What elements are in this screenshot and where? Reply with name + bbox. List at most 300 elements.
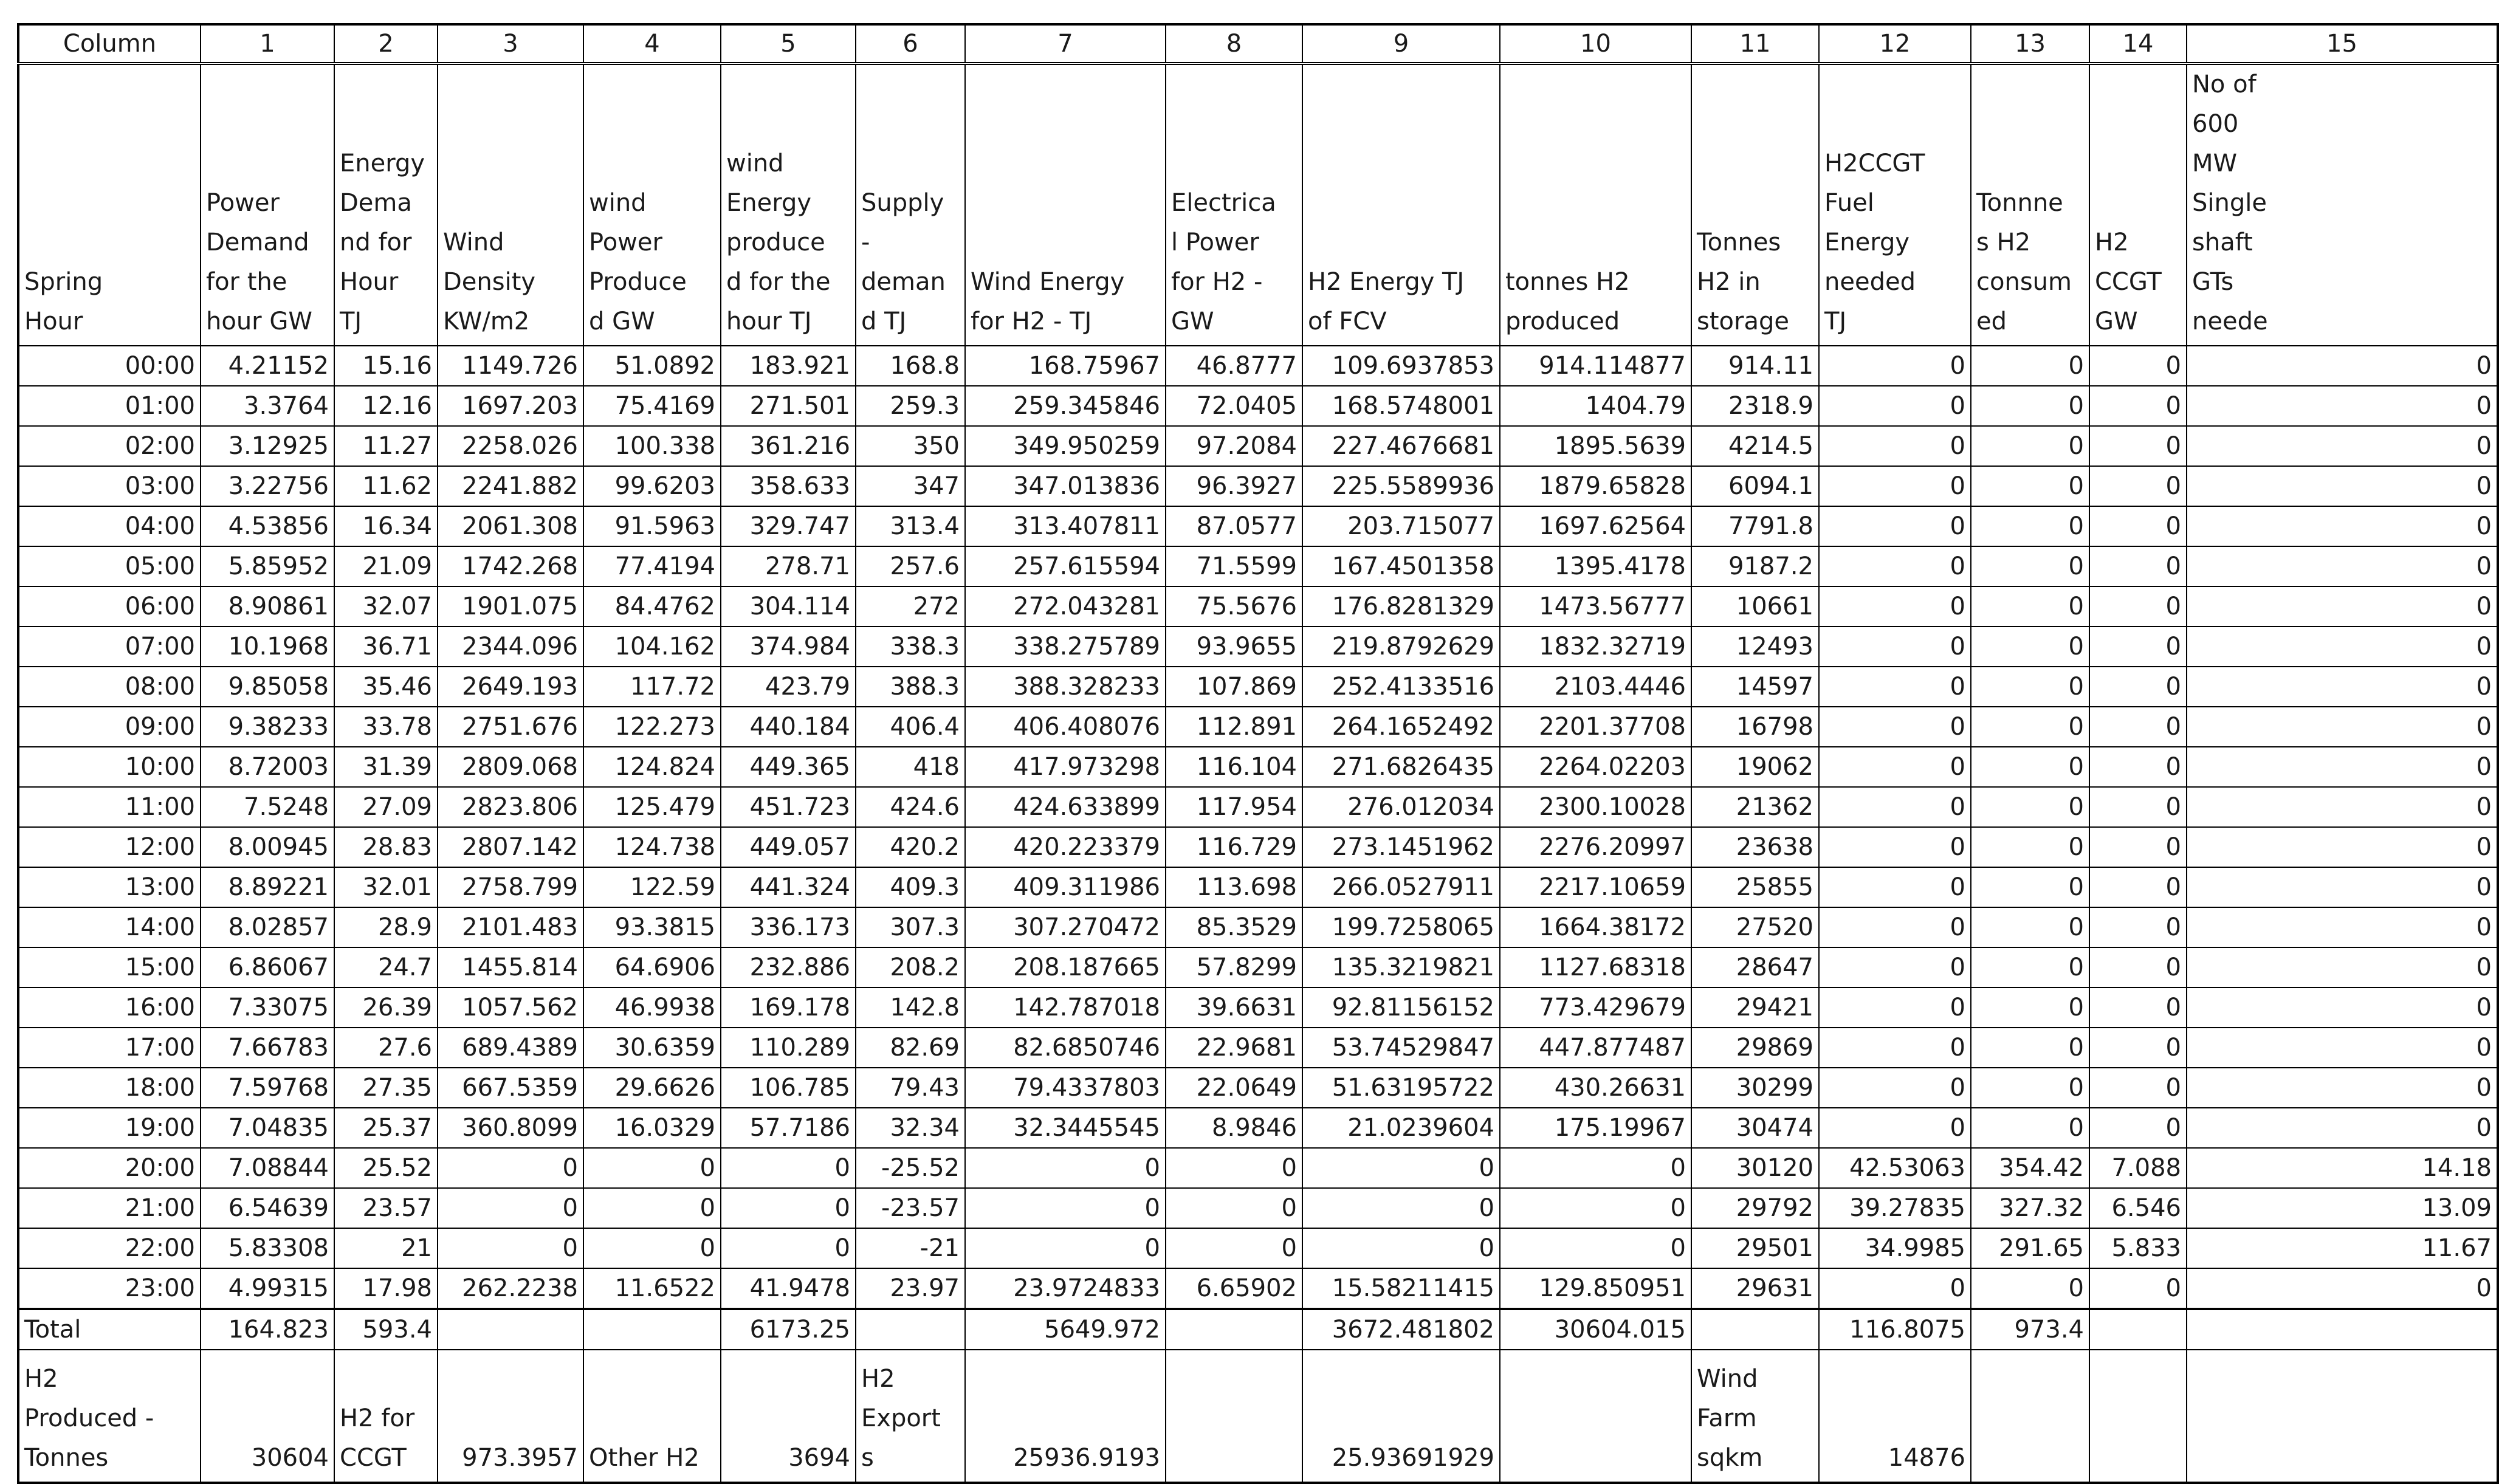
- cell-wind-density: 360.8099: [438, 1108, 583, 1148]
- cell-tonnes-h2-consumed: 0: [1971, 787, 2089, 827]
- cell-power-demand: 3.22756: [201, 466, 334, 506]
- cell-h2-energy-fcv: 135.3219821: [1302, 947, 1500, 988]
- cell-wind-energy-h2: 406.408076: [965, 707, 1166, 747]
- cell-tonnes-h2-consumed: 0: [1971, 867, 2089, 907]
- cell-wind-density: 2751.676: [438, 707, 583, 747]
- cell-wind-energy: 440.184: [721, 707, 856, 747]
- column-number-1: 1: [201, 24, 334, 64]
- cell-gts-needed: 11.67: [2187, 1228, 2498, 1268]
- cell-wind-energy: 329.747: [721, 506, 856, 546]
- cell-supply-demand: 409.3: [856, 867, 965, 907]
- cell-electrical-power-h2: 75.5676: [1166, 586, 1302, 627]
- cell-h2-ccgt-gw: 0: [2089, 627, 2187, 667]
- cell-wind-energy: 0: [721, 1148, 856, 1188]
- cell-wind-energy: 110.289: [721, 1028, 856, 1068]
- cell-tonnes-h2-consumed: 0: [1971, 1108, 2089, 1148]
- table-row: [18, 1188, 2498, 1228]
- cell-wind-density: 2758.799: [438, 867, 583, 907]
- cell-electrical-power-h2: 39.6631: [1166, 988, 1302, 1028]
- cell-power-demand: 8.90861: [201, 586, 334, 627]
- cell-wind-energy: 449.365: [721, 747, 856, 787]
- cell-h2-energy-fcv: 271.6826435: [1302, 747, 1500, 787]
- cell-electrical-power-h2: 8.9846: [1166, 1108, 1302, 1148]
- table-row: [18, 346, 2498, 386]
- cell-wind-energy-h2: 82.6850746: [965, 1028, 1166, 1068]
- cell-tonnes-h2-produced: 1127.68318: [1500, 947, 1691, 988]
- cell-wind-density: 2809.068: [438, 747, 583, 787]
- cell-supply-demand: 388.3: [856, 667, 965, 707]
- column-label: Column: [18, 24, 201, 64]
- cell-wind-power: 16.0329: [583, 1108, 721, 1148]
- cell-wind-energy-h2: 307.270472: [965, 907, 1166, 947]
- cell-h2ccgt-fuel: 0: [1819, 506, 1971, 546]
- cell-h2-energy-fcv: 219.8792629: [1302, 627, 1500, 667]
- cell-power-demand: 7.66783: [201, 1028, 334, 1068]
- table-row: [18, 1108, 2498, 1148]
- cell-wind-density: 2101.483: [438, 907, 583, 947]
- header-tonnes-h2-produced: tonnes H2 produced: [1500, 64, 1691, 346]
- cell-tonnes-h2-storage: 27520: [1691, 907, 1819, 947]
- total-empty: [2089, 1309, 2187, 1350]
- cell-wind-power: 99.6203: [583, 466, 721, 506]
- cell-tonnes-h2-storage: 29869: [1691, 1028, 1819, 1068]
- cell-power-demand: 8.02857: [201, 907, 334, 947]
- cell-tonnes-h2-produced: 1664.38172: [1500, 907, 1691, 947]
- cell-gts-needed: 0: [2187, 1108, 2498, 1148]
- cell-h2ccgt-fuel: 34.9985: [1819, 1228, 1971, 1268]
- cell-tonnes-h2-produced: 0: [1500, 1228, 1691, 1268]
- cell-wind-energy: 106.785: [721, 1068, 856, 1108]
- hour-cell: 01:00: [18, 386, 201, 426]
- cell-gts-needed: 13.09: [2187, 1188, 2498, 1228]
- cell-wind-energy-h2: 388.328233: [965, 667, 1166, 707]
- cell-wind-density: 2807.142: [438, 827, 583, 867]
- cell-supply-demand: -25.52: [856, 1148, 965, 1188]
- cell-wind-energy-h2: 142.787018: [965, 988, 1166, 1028]
- hour-cell: 06:00: [18, 586, 201, 627]
- cell-tonnes-h2-produced: 175.19967: [1500, 1108, 1691, 1148]
- cell-h2ccgt-fuel: 0: [1819, 907, 1971, 947]
- cell-h2-energy-fcv: 0: [1302, 1148, 1500, 1188]
- cell-h2-ccgt-gw: 0: [2089, 1108, 2187, 1148]
- summary-h2-ccgt-value: 973.3957: [438, 1350, 583, 1483]
- cell-supply-demand: -23.57: [856, 1188, 965, 1228]
- cell-wind-density: 1149.726: [438, 346, 583, 386]
- cell-tonnes-h2-produced: 2264.02203: [1500, 747, 1691, 787]
- cell-power-demand: 5.83308: [201, 1228, 334, 1268]
- cell-h2-ccgt-gw: 0: [2089, 386, 2187, 426]
- cell-gts-needed: 0: [2187, 787, 2498, 827]
- total-empty: [1166, 1309, 1302, 1350]
- cell-h2-energy-fcv: 273.1451962: [1302, 827, 1500, 867]
- cell-supply-demand: 142.8: [856, 988, 965, 1028]
- cell-tonnes-h2-consumed: 0: [1971, 386, 2089, 426]
- cell-tonnes-h2-storage: 16798: [1691, 707, 1819, 747]
- cell-electrical-power-h2: 71.5599: [1166, 546, 1302, 586]
- cell-electrical-power-h2: 22.0649: [1166, 1068, 1302, 1108]
- summary-empty: [1500, 1350, 1691, 1483]
- cell-gts-needed: 0: [2187, 827, 2498, 867]
- cell-gts-needed: 0: [2187, 947, 2498, 988]
- cell-energy-demand: 32.07: [334, 586, 438, 627]
- cell-tonnes-h2-produced: 1832.32719: [1500, 627, 1691, 667]
- cell-power-demand: 9.38233: [201, 707, 334, 747]
- cell-energy-demand: 11.62: [334, 466, 438, 506]
- header-h2ccgt-fuel: H2CCGT Fuel Energy needed TJ: [1819, 64, 1971, 346]
- cell-h2-ccgt-gw: 0: [2089, 747, 2187, 787]
- hour-cell: 19:00: [18, 1108, 201, 1148]
- hour-cell: 05:00: [18, 546, 201, 586]
- cell-energy-demand: 27.6: [334, 1028, 438, 1068]
- cell-tonnes-h2-produced: 1895.5639: [1500, 426, 1691, 466]
- cell-gts-needed: 0: [2187, 586, 2498, 627]
- cell-supply-demand: 168.8: [856, 346, 965, 386]
- cell-wind-density: 262.2238: [438, 1268, 583, 1309]
- table-row: [18, 907, 2498, 947]
- cell-wind-energy: 441.324: [721, 867, 856, 907]
- cell-electrical-power-h2: 46.8777: [1166, 346, 1302, 386]
- cell-energy-demand: 27.09: [334, 787, 438, 827]
- cell-wind-energy: 336.173: [721, 907, 856, 947]
- total-row: [18, 1309, 2498, 1350]
- column-number-3: 3: [438, 24, 583, 64]
- cell-supply-demand: -21: [856, 1228, 965, 1268]
- column-number-14: 14: [2089, 24, 2187, 64]
- cell-h2-ccgt-gw: 0: [2089, 907, 2187, 947]
- hour-cell: 16:00: [18, 988, 201, 1028]
- cell-tonnes-h2-consumed: 0: [1971, 1268, 2089, 1309]
- cell-h2-energy-fcv: 167.4501358: [1302, 546, 1500, 586]
- hour-cell: 12:00: [18, 827, 201, 867]
- cell-wind-power: 29.6626: [583, 1068, 721, 1108]
- cell-h2-ccgt-gw: 5.833: [2089, 1228, 2187, 1268]
- cell-wind-density: 689.4389: [438, 1028, 583, 1068]
- cell-wind-power: 84.4762: [583, 586, 721, 627]
- cell-wind-energy-h2: 23.9724833: [965, 1268, 1166, 1309]
- cell-tonnes-h2-consumed: 0: [1971, 506, 2089, 546]
- cell-tonnes-h2-consumed: 0: [1971, 947, 2089, 988]
- spring-hour-table: [17, 23, 2499, 1484]
- table-row: [18, 426, 2498, 466]
- column-number-5: 5: [721, 24, 856, 64]
- cell-wind-energy-h2: 208.187665: [965, 947, 1166, 988]
- cell-h2-energy-fcv: 21.0239604: [1302, 1108, 1500, 1148]
- cell-wind-energy-h2: 0: [965, 1228, 1166, 1268]
- header-hour: Spring Hour: [18, 64, 201, 346]
- summary-h2-produced-label: H2 Produced - Tonnes: [18, 1350, 201, 1483]
- header-wind-energy-h2: Wind Energy for H2 - TJ: [965, 64, 1166, 346]
- header-tonnes-h2-storage: Tonnes H2 in storage: [1691, 64, 1819, 346]
- cell-tonnes-h2-storage: 10661: [1691, 586, 1819, 627]
- cell-wind-power: 51.0892: [583, 346, 721, 386]
- header-h2-energy-fcv: H2 Energy TJ of FCV: [1302, 64, 1500, 346]
- cell-energy-demand: 25.37: [334, 1108, 438, 1148]
- hour-cell: 14:00: [18, 907, 201, 947]
- cell-wind-energy-h2: 168.75967: [965, 346, 1166, 386]
- cell-tonnes-h2-consumed: 0: [1971, 466, 2089, 506]
- cell-tonnes-h2-storage: 30299: [1691, 1068, 1819, 1108]
- cell-supply-demand: 420.2: [856, 827, 965, 867]
- cell-h2ccgt-fuel: 0: [1819, 386, 1971, 426]
- cell-electrical-power-h2: 0: [1166, 1228, 1302, 1268]
- cell-tonnes-h2-consumed: 0: [1971, 667, 2089, 707]
- cell-energy-demand: 26.39: [334, 988, 438, 1028]
- hour-cell: 18:00: [18, 1068, 201, 1108]
- hour-cell: 03:00: [18, 466, 201, 506]
- cell-h2-energy-fcv: 264.1652492: [1302, 707, 1500, 747]
- column-number-10: 10: [1500, 24, 1691, 64]
- cell-tonnes-h2-consumed: 0: [1971, 907, 2089, 947]
- summary-empty: [1971, 1350, 2089, 1483]
- cell-tonnes-h2-consumed: 354.42: [1971, 1148, 2089, 1188]
- summary-h2-exports-label: H2 Export s: [856, 1350, 965, 1483]
- cell-gts-needed: 0: [2187, 546, 2498, 586]
- cell-wind-power: 64.6906: [583, 947, 721, 988]
- cell-wind-density: 1697.203: [438, 386, 583, 426]
- table-row: [18, 586, 2498, 627]
- header-wind-density: Wind Density KW/m2: [438, 64, 583, 346]
- cell-h2ccgt-fuel: 0: [1819, 586, 1971, 627]
- cell-tonnes-h2-produced: 2103.4446: [1500, 667, 1691, 707]
- cell-wind-energy: 41.9478: [721, 1268, 856, 1309]
- cell-energy-demand: 28.9: [334, 907, 438, 947]
- cell-wind-power: 122.273: [583, 707, 721, 747]
- cell-tonnes-h2-consumed: 0: [1971, 546, 2089, 586]
- table-row: [18, 667, 2498, 707]
- cell-wind-density: 1455.814: [438, 947, 583, 988]
- cell-energy-demand: 33.78: [334, 707, 438, 747]
- cell-wind-density: 2061.308: [438, 506, 583, 546]
- cell-h2-ccgt-gw: 0: [2089, 346, 2187, 386]
- cell-supply-demand: 418: [856, 747, 965, 787]
- cell-wind-density: 1901.075: [438, 586, 583, 627]
- cell-h2ccgt-fuel: 39.27835: [1819, 1188, 1971, 1228]
- cell-tonnes-h2-produced: 2276.20997: [1500, 827, 1691, 867]
- cell-power-demand: 7.59768: [201, 1068, 334, 1108]
- cell-power-demand: 6.54639: [201, 1188, 334, 1228]
- total-empty: [438, 1309, 583, 1350]
- cell-tonnes-h2-produced: 1879.65828: [1500, 466, 1691, 506]
- cell-h2-energy-fcv: 92.81156152: [1302, 988, 1500, 1028]
- cell-energy-demand: 25.52: [334, 1148, 438, 1188]
- cell-h2ccgt-fuel: 0: [1819, 1108, 1971, 1148]
- total-empty: [2187, 1309, 2498, 1350]
- cell-electrical-power-h2: 72.0405: [1166, 386, 1302, 426]
- cell-power-demand: 7.04835: [201, 1108, 334, 1148]
- column-number-11: 11: [1691, 24, 1819, 64]
- summary-other-h2-value: 3694: [721, 1350, 856, 1483]
- cell-h2ccgt-fuel: 42.53063: [1819, 1148, 1971, 1188]
- cell-h2-ccgt-gw: 0: [2089, 546, 2187, 586]
- cell-wind-power: 30.6359: [583, 1028, 721, 1068]
- cell-tonnes-h2-produced: 2217.10659: [1500, 867, 1691, 907]
- cell-power-demand: 4.99315: [201, 1268, 334, 1309]
- cell-h2-ccgt-gw: 0: [2089, 466, 2187, 506]
- hour-cell: 09:00: [18, 707, 201, 747]
- cell-electrical-power-h2: 116.104: [1166, 747, 1302, 787]
- cell-h2-ccgt-gw: 0: [2089, 867, 2187, 907]
- cell-h2ccgt-fuel: 0: [1819, 988, 1971, 1028]
- cell-wind-energy-h2: 32.3445545: [965, 1108, 1166, 1148]
- hour-cell: 10:00: [18, 747, 201, 787]
- column-number-13: 13: [1971, 24, 2089, 64]
- hour-cell: 20:00: [18, 1148, 201, 1188]
- cell-tonnes-h2-produced: 1697.62564: [1500, 506, 1691, 546]
- cell-wind-energy-h2: 272.043281: [965, 586, 1166, 627]
- cell-h2ccgt-fuel: 0: [1819, 1028, 1971, 1068]
- cell-wind-power: 100.338: [583, 426, 721, 466]
- total-tonnes-h2-produced: 30604.015: [1500, 1309, 1691, 1350]
- cell-wind-density: 2649.193: [438, 667, 583, 707]
- cell-gts-needed: 0: [2187, 907, 2498, 947]
- table-row: [18, 627, 2498, 667]
- cell-gts-needed: 0: [2187, 346, 2498, 386]
- cell-h2-energy-fcv: 15.58211415: [1302, 1268, 1500, 1309]
- cell-tonnes-h2-storage: 29792: [1691, 1188, 1819, 1228]
- header-wind-energy: wind Energy produce d for the hour TJ: [721, 64, 856, 346]
- cell-supply-demand: 307.3: [856, 907, 965, 947]
- cell-h2-ccgt-gw: 0: [2089, 707, 2187, 747]
- cell-tonnes-h2-produced: 430.26631: [1500, 1068, 1691, 1108]
- column-number-15: 15: [2187, 24, 2498, 64]
- cell-tonnes-h2-storage: 29631: [1691, 1268, 1819, 1309]
- cell-h2ccgt-fuel: 0: [1819, 1068, 1971, 1108]
- cell-power-demand: 4.21152: [201, 346, 334, 386]
- cell-wind-density: 667.5359: [438, 1068, 583, 1108]
- cell-tonnes-h2-consumed: 291.65: [1971, 1228, 2089, 1268]
- cell-wind-power: 93.3815: [583, 907, 721, 947]
- cell-gts-needed: 0: [2187, 426, 2498, 466]
- cell-tonnes-h2-produced: 2201.37708: [1500, 707, 1691, 747]
- cell-wind-density: 0: [438, 1188, 583, 1228]
- cell-supply-demand: 32.34: [856, 1108, 965, 1148]
- cell-wind-power: 122.59: [583, 867, 721, 907]
- cell-h2ccgt-fuel: 0: [1819, 707, 1971, 747]
- cell-energy-demand: 17.98: [334, 1268, 438, 1309]
- cell-h2-energy-fcv: 109.6937853: [1302, 346, 1500, 386]
- cell-tonnes-h2-produced: 0: [1500, 1148, 1691, 1188]
- cell-tonnes-h2-storage: 29501: [1691, 1228, 1819, 1268]
- cell-power-demand: 5.85952: [201, 546, 334, 586]
- cell-wind-power: 75.4169: [583, 386, 721, 426]
- hour-cell: 04:00: [18, 506, 201, 546]
- cell-tonnes-h2-storage: 25855: [1691, 867, 1819, 907]
- cell-tonnes-h2-storage: 28647: [1691, 947, 1819, 988]
- header-tonnes-h2-consumed: Tonnne s H2 consum ed: [1971, 64, 2089, 346]
- cell-wind-energy: 423.79: [721, 667, 856, 707]
- cell-wind-energy: 0: [721, 1188, 856, 1228]
- cell-h2-energy-fcv: 176.8281329: [1302, 586, 1500, 627]
- cell-tonnes-h2-consumed: 0: [1971, 827, 2089, 867]
- cell-energy-demand: 12.16: [334, 386, 438, 426]
- cell-h2-ccgt-gw: 0: [2089, 1028, 2187, 1068]
- cell-power-demand: 7.5248: [201, 787, 334, 827]
- header-energy-demand: Energy Dema nd for Hour TJ: [334, 64, 438, 346]
- summary-empty: [2187, 1350, 2498, 1483]
- hour-cell: 00:00: [18, 346, 201, 386]
- cell-h2-ccgt-gw: 0: [2089, 947, 2187, 988]
- table-row: [18, 747, 2498, 787]
- cell-energy-demand: 15.16: [334, 346, 438, 386]
- cell-electrical-power-h2: 85.3529: [1166, 907, 1302, 947]
- hour-cell: 02:00: [18, 426, 201, 466]
- cell-gts-needed: 0: [2187, 627, 2498, 667]
- summary-other-h2-label: Other H2: [583, 1350, 721, 1483]
- cell-h2ccgt-fuel: 0: [1819, 667, 1971, 707]
- column-number-row: [18, 24, 2498, 64]
- cell-tonnes-h2-produced: 129.850951: [1500, 1268, 1691, 1309]
- cell-supply-demand: 406.4: [856, 707, 965, 747]
- table-row: [18, 1148, 2498, 1188]
- column-number-9: 9: [1302, 24, 1500, 64]
- cell-gts-needed: 0: [2187, 1068, 2498, 1108]
- total-empty: [1691, 1309, 1819, 1350]
- cell-gts-needed: 0: [2187, 386, 2498, 426]
- cell-wind-energy: 451.723: [721, 787, 856, 827]
- cell-electrical-power-h2: 113.698: [1166, 867, 1302, 907]
- summary-h2-exports-value-2: 25.93691929: [1302, 1350, 1500, 1483]
- header-supply-demand: Supply - deman d TJ: [856, 64, 965, 346]
- cell-wind-energy-h2: 347.013836: [965, 466, 1166, 506]
- cell-wind-density: 2241.882: [438, 466, 583, 506]
- total-h2ccgt-fuel: 116.8075: [1819, 1309, 1971, 1350]
- cell-power-demand: 8.72003: [201, 747, 334, 787]
- cell-electrical-power-h2: 112.891: [1166, 707, 1302, 747]
- cell-wind-energy-h2: 79.4337803: [965, 1068, 1166, 1108]
- cell-wind-energy-h2: 349.950259: [965, 426, 1166, 466]
- cell-tonnes-h2-consumed: 0: [1971, 988, 2089, 1028]
- cell-tonnes-h2-consumed: 0: [1971, 707, 2089, 747]
- cell-wind-density: 2344.096: [438, 627, 583, 667]
- cell-wind-energy: 183.921: [721, 346, 856, 386]
- cell-supply-demand: 313.4: [856, 506, 965, 546]
- cell-electrical-power-h2: 96.3927: [1166, 466, 1302, 506]
- header-wind-power: wind Power Produce d GW: [583, 64, 721, 346]
- cell-tonnes-h2-storage: 6094.1: [1691, 466, 1819, 506]
- cell-h2-energy-fcv: 225.5589936: [1302, 466, 1500, 506]
- cell-energy-demand: 28.83: [334, 827, 438, 867]
- cell-gts-needed: 0: [2187, 747, 2498, 787]
- cell-h2-energy-fcv: 53.74529847: [1302, 1028, 1500, 1068]
- column-number-8: 8: [1166, 24, 1302, 64]
- cell-gts-needed: 14.18: [2187, 1148, 2498, 1188]
- cell-wind-density: 0: [438, 1148, 583, 1188]
- total-energy-demand: 593.4: [334, 1309, 438, 1350]
- cell-supply-demand: 350: [856, 426, 965, 466]
- cell-electrical-power-h2: 117.954: [1166, 787, 1302, 827]
- cell-energy-demand: 11.27: [334, 426, 438, 466]
- cell-wind-density: 2258.026: [438, 426, 583, 466]
- cell-h2-ccgt-gw: 0: [2089, 426, 2187, 466]
- cell-tonnes-h2-storage: 7791.8: [1691, 506, 1819, 546]
- cell-h2-ccgt-gw: 0: [2089, 586, 2187, 627]
- cell-wind-density: 1742.268: [438, 546, 583, 586]
- cell-tonnes-h2-produced: 773.429679: [1500, 988, 1691, 1028]
- cell-tonnes-h2-consumed: 0: [1971, 1068, 2089, 1108]
- cell-tonnes-h2-consumed: 0: [1971, 586, 2089, 627]
- cell-supply-demand: 259.3: [856, 386, 965, 426]
- cell-energy-demand: 32.01: [334, 867, 438, 907]
- cell-gts-needed: 0: [2187, 1028, 2498, 1068]
- cell-tonnes-h2-consumed: 0: [1971, 1028, 2089, 1068]
- cell-h2ccgt-fuel: 0: [1819, 867, 1971, 907]
- cell-power-demand: 10.1968: [201, 627, 334, 667]
- cell-power-demand: 6.86067: [201, 947, 334, 988]
- cell-energy-demand: 27.35: [334, 1068, 438, 1108]
- column-number-6: 6: [856, 24, 965, 64]
- cell-wind-energy: 57.7186: [721, 1108, 856, 1148]
- cell-wind-energy: 169.178: [721, 988, 856, 1028]
